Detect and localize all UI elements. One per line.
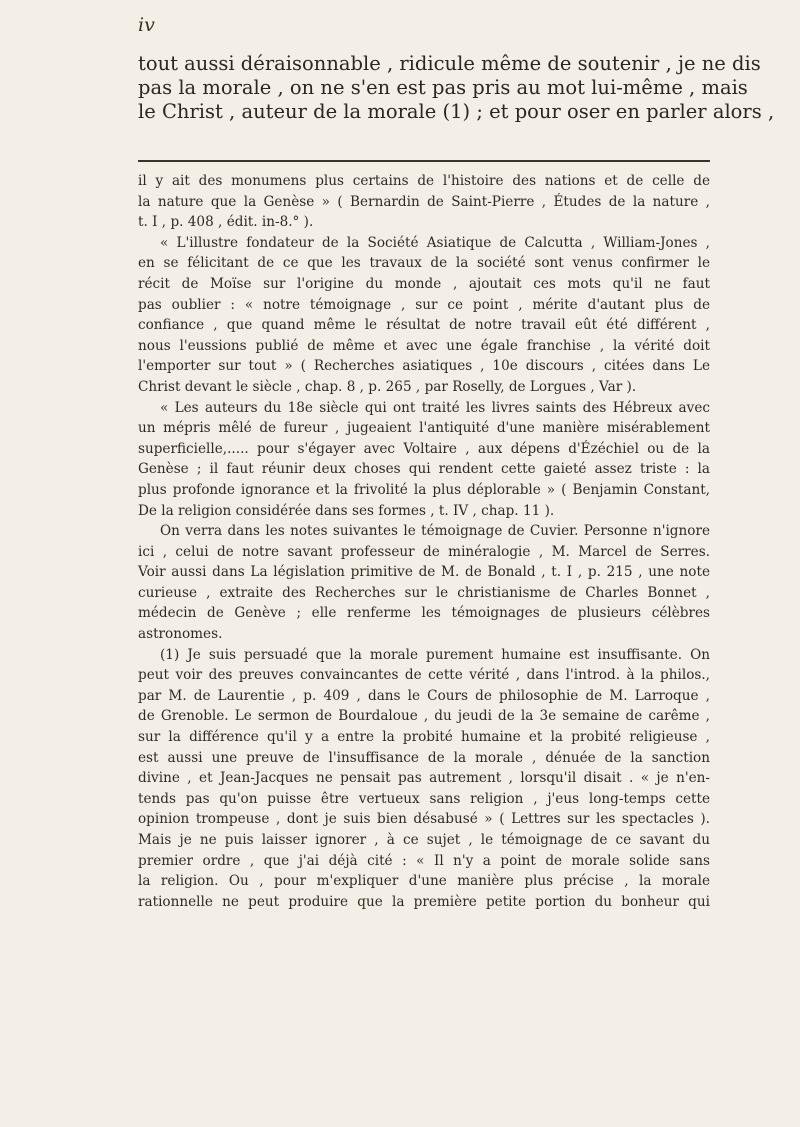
footnotes (138, 171, 710, 912)
footnote-line: un mépris mêlé de fureur , jugeaient l'antiquité d'une manière misérablement (138, 420, 710, 437)
footnote-line: superficielle,..... pour s'égayer avec Voltaire , aux dépens d'Ézéchiel ou de la (138, 440, 710, 457)
footnote-line: la nature que la Genèse » ( Bernardin de Saint-Pierre , Études de la nature , (138, 193, 710, 210)
footnote-line: récit de Moïse sur l'origine du monde , ajoutait ces mots qu'il ne faut (138, 275, 710, 292)
footnote-line: Voir aussi dans La législation primitive de M. de Bonald , t. I , p. 215 , une note (138, 564, 710, 581)
footnote-line: (1) Je suis persuadé que la morale purement humaine est insuffisante. On (160, 646, 710, 663)
footnote-line: plus profonde ignorance et la frivolité la plus déplorable » ( Benjamin Constant, (138, 481, 710, 498)
main-text-line: le Christ , auteur de la morale (1) ; et pour oser en parler alors , (138, 100, 775, 123)
footnote-line: pas oublier : « notre témoignage , sur ce point , mérite d'autant plus de (138, 296, 710, 313)
footnote-line: « L'illustre fondateur de la Société Asiatique de Calcutta , William-Jones , (160, 234, 710, 251)
footnote-line: confiance , que quand même le résultat de notre travail eût été différent , (138, 317, 710, 334)
footnote-line: par M. de Laurentie , p. 409 , dans le Cours de philosophie de M. Larroque , (138, 687, 710, 704)
footnote-line: t. I , p. 408 , édit. in-8.° ). (138, 214, 314, 231)
footnote-line: l'emporter sur tout » ( Recherches asiatiques , 10e discours , citées dans Le (138, 358, 710, 375)
footnote-line: curieuse , extraite des Recherches sur le christianisme de Charles Bonnet , (138, 584, 710, 601)
footnote-line: peut voir des preuves convaincantes de cette vérité , dans l'introd. à la philos., (138, 667, 710, 684)
footnote-line: sur la différence qu'il y a entre la probité humaine et la probité religieuse , (138, 729, 710, 746)
footnote-line: il y ait des monumens plus certains de l'histoire des nations et de celle de (138, 173, 710, 189)
page-number: iv (138, 14, 155, 36)
footnote-line: Genèse ; il faut réunir deux choses qui rendent cette gaieté assez triste : la (138, 461, 710, 478)
footnote-line: Christ devant le siècle , chap. 8 , p. 265 , par Roselly, de Lorgues , Var ). (138, 378, 637, 395)
footnote-line: De la religion considérée dans ses formes , t. IV , chap. 11 ). (138, 502, 555, 519)
footnote-line: la religion. Ou , pour m'expliquer d'une manière plus précise , la morale (138, 873, 710, 890)
footnote-line: ici , celui de notre savant professeur de minéralogie , M. Marcel de Serres. (138, 543, 710, 560)
footnote-line: de Grenoble. Le sermon de Bourdaloue , du jeudi de la 3e semaine de carême , (138, 708, 710, 725)
footnote-line: médecin de Genève ; elle renferme les témoignages de plusieurs célèbres (138, 605, 710, 622)
main-text (138, 52, 775, 124)
footnote-line: tends pas qu'on puisse être vertueux sans religion , j'eus long-temps cette (138, 790, 710, 807)
footnote-line: « Les auteurs du 18e siècle qui ont traité les livres saints des Hébreux avec (160, 399, 710, 416)
footnote-line: nous l'eussions publié de même et avec une égale franchise , la vérité doit (138, 337, 710, 354)
footnote-line: astronomes. (138, 626, 223, 643)
footnote-line: divine , et Jean-Jacques ne pensait pas autrement , lorsqu'il disait . « je n'en- (138, 770, 710, 787)
footnote-line: Mais je ne puis laisser ignorer , à ce sujet , le témoignage de ce savant du (138, 832, 710, 848)
main-text-line: tout aussi déraisonnable , ridicule même de soutenir , je ne dis (138, 52, 761, 75)
footnote-line: premier ordre , que j'ai déjà cité : « Il n'y a point de morale solide sans (138, 852, 710, 869)
footnote-line: est aussi une preuve de l'insuffisance de la morale , dénuée de la sanction (138, 749, 710, 766)
footnote-line: opinion trompeuse , dont je suis bien désabusé » ( Lettres sur les spectacles ). (138, 811, 710, 828)
footnote-line: rationnelle ne peut produire que la première petite portion du bonheur qui (138, 893, 710, 910)
main-text-line: pas la morale , on ne s'en est pas pris au mot lui-même , mais (138, 76, 748, 99)
footnote-line: On verra dans les notes suivantes le témoignage de Cuvier. Personne n'ignore (160, 523, 710, 540)
footnote-separator (138, 160, 710, 162)
footnote-line: en se félicitant de ce que les travaux de la société sont venus confirmer le (138, 255, 710, 272)
